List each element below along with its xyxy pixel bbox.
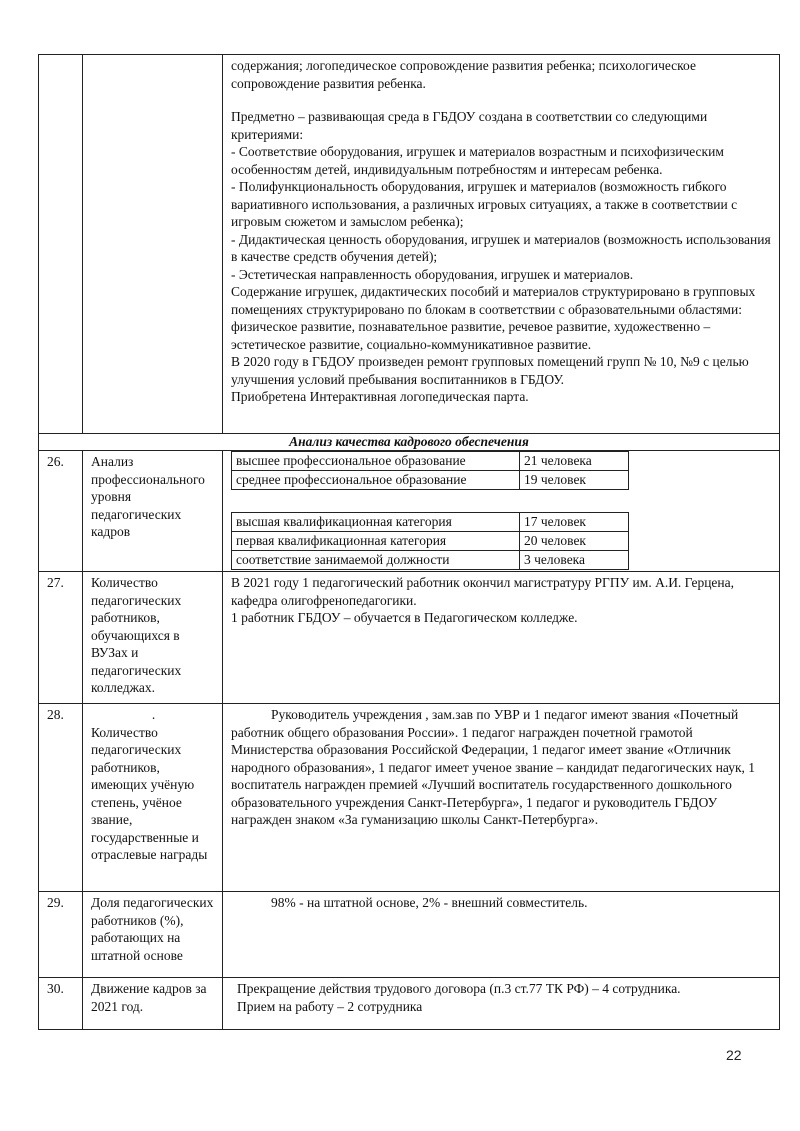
cell-staff-movement	[223, 978, 780, 1030]
table-row-26	[39, 451, 780, 572]
cell-label-empty	[83, 55, 223, 434]
row-number: 29.	[39, 892, 83, 978]
dot-mark: .	[151, 707, 156, 722]
education-name: среднее профессиональное образование	[232, 471, 520, 490]
row-label-cell	[83, 704, 223, 892]
spacer	[231, 490, 773, 512]
qualification-value: 20 человек	[520, 532, 629, 551]
table-row-30	[39, 978, 780, 1030]
row-label: Анализ профессионального уровня педагогических кадров	[83, 451, 223, 572]
qualification-row	[232, 532, 629, 551]
row-number: 27.	[39, 572, 83, 704]
qualification-row	[232, 513, 629, 532]
qualification-table	[231, 512, 629, 570]
blank-line	[231, 92, 773, 108]
paragraph: - Соответствие оборудования, игрушек и материалов возрастным и психофизическим особенностям детей, индивидуальным потребностям и интересам ребенка.	[231, 144, 724, 177]
paragraph: Прекращение действия трудового договора (п.3 ст.77 ТК РФ) – 4 сотрудника.	[237, 981, 681, 996]
page-number: 22	[726, 1047, 742, 1063]
row-number: 26.	[39, 451, 83, 572]
paragraph: - Эстетическая направленность оборудования, игрушек и материалов.	[231, 266, 634, 282]
row-label: Количество педагогических работников, обучающихся в ВУЗах и педагогических колледжах.	[83, 572, 223, 704]
qualification-name: соответствие занимаемой должности	[232, 551, 520, 570]
education-row	[232, 452, 629, 471]
paragraph: Прием на работу – 2 сотрудника	[237, 998, 423, 1014]
row-number: 28.	[39, 704, 83, 892]
education-value: 21 человека	[520, 452, 629, 471]
qualification-name: высшая квалификационная категория	[232, 513, 520, 532]
education-row	[232, 471, 629, 490]
qualification-value: 3 человека	[520, 551, 629, 570]
paragraph: Содержание игрушек, дидактических пособий и материалов структурировано в групповых помещениях структурировано по блокам в соответствии с образовательными областями: физическое развитие, познавательное развитие, речевое развитие, художественно – эстетическое развитие, социально-коммуникативное развитие.	[231, 284, 756, 352]
cell-training-text	[223, 572, 780, 704]
section-header-row	[39, 434, 780, 451]
paragraph: содержания; логопедическое сопровождение развития ребенка; психологическое сопровождение развития ребенка.	[231, 58, 696, 91]
table-row-27	[39, 572, 780, 704]
cell-share-text	[223, 892, 780, 978]
paragraph: В 2021 году 1 педагогический работник окончил магистратуру РГПУ им. А.И. Герцена, кафедра олигофренопедагогики.	[231, 575, 735, 608]
paragraph: В 2020 году в ГБДОУ произведен ремонт групповых помещений групп № 10, №9 с целью улучшения условий пребывания воспитанников в ГБДОУ.	[231, 354, 749, 387]
qualification-value: 17 человек	[520, 513, 629, 532]
table-row-intro	[39, 55, 780, 434]
row-label: Количество педагогических работников, имеющих учёную степень, учёное звание, государственные и отраслевые награды	[91, 724, 208, 862]
section-title: Анализ качества кадрового обеспечения	[39, 434, 780, 451]
row-label: Доля педагогических работников (%), работающих на штатной основе	[83, 892, 223, 978]
cell-num-empty	[39, 55, 83, 434]
paragraph: Руководитель учреждения , зам.зав по УВР и 1 педагог имеют звания «Почетный работник общего образования России». 1 педагог награжден почетной грамотой Министерства образования Российской Федерации, 1 педагог имеет звание «Отличник народного образования», 1 педагог имеет ученое звание – кандидат педагогических наук, 1 воспитатель награжден премией «Лучший воспитатель государственного дошкольного образовательного учреждения Санкт-Петербурга», 1 педагог и руководитель ГБДОУ награжден знаком «За гуманизацию школы Санкт-Петербурга».	[231, 707, 756, 827]
row-number: 30.	[39, 978, 83, 1030]
paragraph: - Дидактическая ценность оборудования, игрушек и материалов (возможность использования в качестве средств обучения детей);	[231, 231, 771, 264]
paragraph: 1 работник ГБДОУ – обучается в Педагогическом колледже.	[231, 610, 578, 625]
row-label: Движение кадров за 2021 год.	[83, 978, 223, 1030]
cell-awards-text	[223, 704, 780, 892]
paragraph: Приобретена Интерактивная логопедическая парта.	[231, 389, 529, 404]
qualification-name: первая квалификационная категория	[232, 532, 520, 551]
education-name: высшее профессиональное образование	[232, 452, 520, 471]
cell-environment-text	[223, 55, 780, 434]
paragraph: 98% - на штатной основе, 2% - внешний совместитель.	[271, 895, 588, 910]
paragraph: Предметно – развивающая среда в ГБДОУ создана в соответствии со следующими критериями:	[231, 109, 708, 142]
cell-staff-levels	[223, 451, 780, 572]
education-table	[231, 451, 629, 490]
qualification-row	[232, 551, 629, 570]
paragraph: - Полифункциональность оборудования, игрушек и материалов (возможность гибкого вариативного использования, а различных игровых ситуациях, а также в соответствии с игровым сюжетом и замыслом ребенка);	[231, 179, 738, 229]
document-table	[38, 54, 780, 1030]
education-value: 19 человек	[520, 471, 629, 490]
table-row-29	[39, 892, 780, 978]
table-row-28	[39, 704, 780, 892]
